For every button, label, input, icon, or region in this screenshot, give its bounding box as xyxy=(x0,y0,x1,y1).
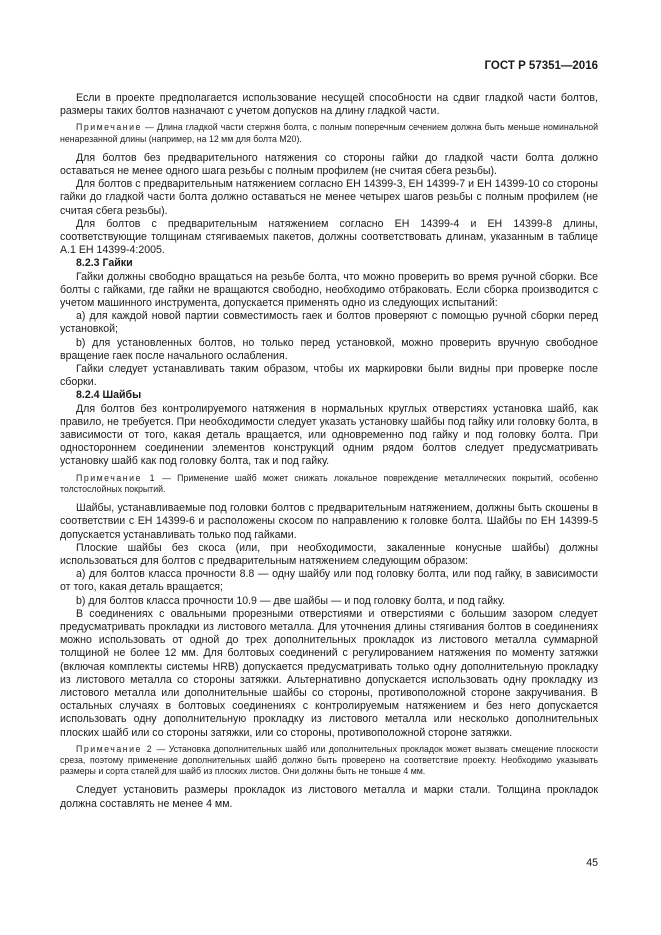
paragraph: Гайки должны свободно вращаться на резьбе болта, что можно проверить во время ручной сборки. Все болты с гайками, где гайки не вращаются свободно, необходимо отбраковать. Если сборка производится с учетом машинного инструмента, допускается применять одно из следующих испытаний: xyxy=(60,270,598,310)
note-label: Примечание xyxy=(76,122,142,133)
page-content xyxy=(60,92,598,811)
note-label: Примечание 2 xyxy=(76,743,154,754)
note-text: — Установка дополнительных шайб или дополнительных прокладок может вызвать смещение плоскости среза, поэтому применение дополнительных шайб должно быть проверено на соответствие проекту. Необходимо указывать размеры и сорта сталей для шайб из плоских листов. Они должны быть не тоньше 4 мм. xyxy=(60,743,598,777)
page-number: 45 xyxy=(586,857,598,869)
note xyxy=(60,473,598,495)
paragraph: Плоские шайбы без скоса (или, при необходимости, закаленные конусные шайбы) должны использоваться для болтов с предварительным натяжением следующим образом: xyxy=(60,541,598,567)
note xyxy=(60,744,598,778)
paragraph: Для болтов с предварительным натяжением согласно ЕН 14399-4 и ЕН 14399-8 длины, соответствующие толщинам стягиваемых пакетов, должны соответствовать длинам, указанным в таблице А.1 ЕН 14399-4:2005. xyxy=(60,217,598,257)
paragraph: Гайки следует устанавливать таким образом, чтобы их маркировки были видны при проверке после сборки. xyxy=(60,363,598,389)
note-text: — Применение шайб может снижать локальное повреждение металлических покрытий, особенно толстослойных покрытий. xyxy=(60,472,598,494)
paragraph: Для болтов без контролируемого натяжения в нормальных круглых отверстиях установка шайб, как правило, не требуется. При необходимости следует указать установку шайбы под гайку или головку болта, в зависимости от того, какая деталь вращается, или одновременно под гайку и под головку болта. При одностороннем соединении элементов конструкций одним рядом болтов следует предусматривать установку шайб как под головку болта, так и под гайку. xyxy=(60,402,598,468)
paragraph: Для болтов с предварительным натяжением согласно ЕН 14399-3, ЕН 14399-7 и ЕН 14399-10 со стороны гайки до гладкой части болта должно оставаться не менее четырех шагов резьбы с полным профилем (не считая сбега резьбы). xyxy=(60,178,598,217)
document-header: ГОСТ Р 57351—2016 xyxy=(484,60,598,72)
list-item: а) для болтов класса прочности 8.8 — одну шайбу или под головку болта, или под гайку, в зависимости от того, какая деталь вращается; xyxy=(60,568,598,594)
section-heading-nuts: 8.2.3 Гайки xyxy=(76,257,133,270)
note xyxy=(60,122,598,144)
paragraph: Шайбы, устанавливаемые под головки болтов с предварительным натяжением, должны быть скошены в соответствии с ЕН 14399-6 и расположены скосом по направлению к головке болта. Шайбы по ЕН 14399-5 допускается устанавливать только под гайками. xyxy=(60,502,598,541)
paragraph: Для болтов без предварительного натяжения со стороны гайки до гладкой части болта должно оставаться не менее одного шага резьбы с полным профилем (не считая сбега резьбы). xyxy=(60,151,598,178)
note-text: — Длина гладкой части стержня болта, с полным поперечным сечением должна быть меньше номинальной ненарезанной длины (например, на 12 мм для болта М20). xyxy=(60,122,598,144)
section-heading-washers: 8.2.4 Шайбы xyxy=(76,389,142,402)
list-item: а) для каждой новой партии совместимость гаек и болтов проверяют с помощью ручной сборки перед установкой; xyxy=(60,310,598,336)
note-label: Примечание 1 xyxy=(76,472,156,483)
document-page xyxy=(60,0,598,935)
paragraph: Если в проекте предполагается использование несущей способности на сдвиг гладкой части болтов, размеры таких болтов назначают с учетом допусков на длину гладкой части. xyxy=(60,92,598,118)
paragraph: В соединениях с овальными прорезными отверстиями и отверстиями с большим зазором следует предусматривать прокладки из листового металла. Для уточнения длины стягивания болтов в соединениях можно использовать от одной до трех дополнительных прокладок из листового металла суммарной толщиной не более 12 мм. Для болтовых соединений с регулированием натяжения по моменту затяжки (включая комплекты системы HRB) допускается предусматривать только одну дополнительную прокладку из листового металла со стороны затяжки. Альтернативно допускается использовать одну прокладку из листового металла или дополнительные шайбы со стороны, противоположной стороне закручивания. В остальных случаях в болтовых соединениях с контролируемым натяжением и без него допускается использовать одну дополнительную прокладку из листового металла или несколько дополнительных плоских шайб или со стороны затяжки, или со стороны, противоположной стороне затяжки. xyxy=(60,607,598,739)
list-item: b) для установленных болтов, но только перед установкой, можно проверить вручную свободное вращение гаек после начального ослабления. xyxy=(60,336,598,362)
list-item: b) для болтов класса прочности 10.9 — две шайбы — и под головку болта, и под гайку. xyxy=(76,594,506,607)
paragraph: Следует установить размеры прокладок из листового металла и марки стали. Толщина прокладок должна составлять не менее 4 мм. xyxy=(60,784,598,810)
